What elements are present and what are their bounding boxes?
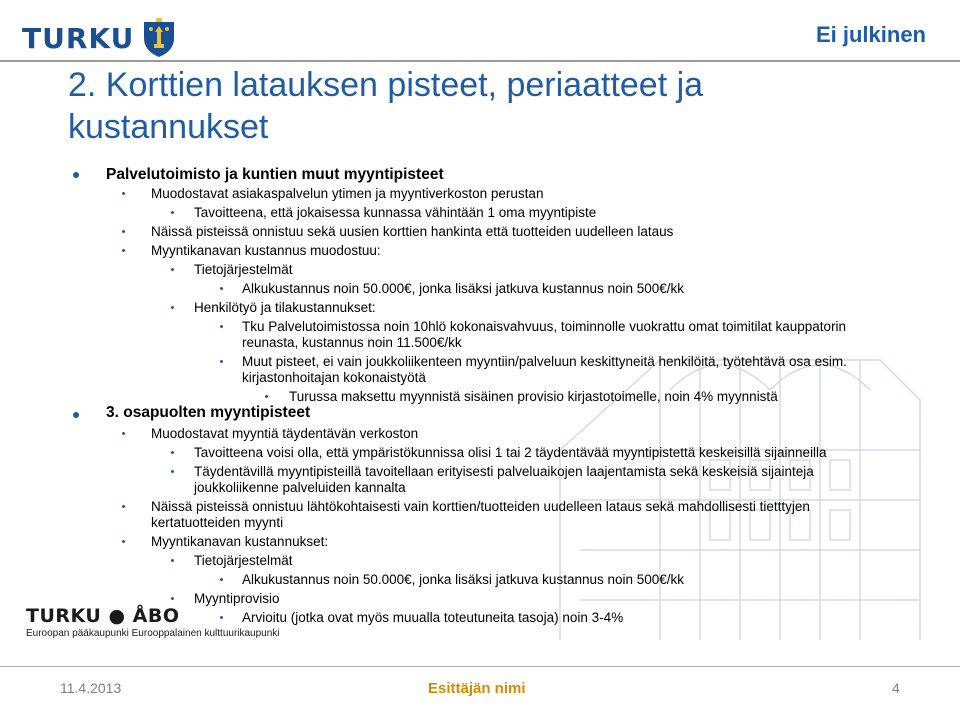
- list-item: Myyntikanavan kustannus muodostuu:: [151, 243, 381, 258]
- list-item: Muodostavat asiakaspalvelun ytimen ja myyntiverkoston perustan: [151, 186, 544, 201]
- list-item: Arvioitu (jotka ovat myös muualla toteutuneita tasoja) noin 3-4%: [242, 610, 624, 625]
- bullet-icon: [171, 559, 174, 562]
- list-item: Henkilötyö ja tilakustannukset:: [194, 300, 376, 315]
- bullet-icon: [220, 578, 223, 581]
- turku-abo-logo: [26, 605, 280, 639]
- bullet-icon: [122, 540, 125, 543]
- list-item: Turussa maksettu myynnistä sisäinen provisio kirjastotoimelle, noin 4% myynnistä: [289, 389, 778, 404]
- turku-logo-text: TURKU: [22, 21, 135, 55]
- footer-divider: [0, 666, 960, 667]
- bullet-icon: [73, 412, 79, 418]
- bullet-icon: [171, 268, 174, 271]
- slide-title: 2. Korttien latauksen pisteet, periaatteet ja kustannukset: [68, 66, 704, 146]
- bullet-icon: [122, 505, 125, 508]
- bullet-icon: [122, 192, 125, 195]
- page-number: 4: [892, 680, 900, 696]
- list-item: Näissä pisteissä onnistuu sekä uusien korttien hankinta että tuotteiden uudelleen lataus: [151, 224, 674, 239]
- list-item: Täydentävillä myyntipisteillä tavoitellaan erityisesti palveluaikojen laajentamista sekä keskeisiä sijainteja joukkoliikenne palveluiden kannalta: [194, 464, 814, 495]
- bullet-icon: [171, 597, 174, 600]
- footer-date: 11.4.2013: [60, 680, 122, 696]
- bullet-icon: [171, 470, 174, 473]
- heading-3rd-party: 3. osapuolten myyntipisteet: [106, 404, 311, 421]
- bullet-icon: [265, 395, 268, 398]
- list-item: Muodostavat myyntiä täydentävän verkoston: [151, 426, 419, 441]
- bullet-icon: [171, 211, 174, 214]
- bullet-icon: [122, 432, 125, 435]
- heading-palvelutoimisto: Palvelutoimisto ja kuntien muut myyntipisteet: [106, 166, 444, 183]
- list-item: Tietojärjestelmät: [194, 262, 293, 277]
- bullet-icon: [122, 249, 125, 252]
- bullet-icon: [220, 325, 223, 328]
- bullet-icon: [171, 451, 174, 454]
- list-item: Myyntikanavan kustannukset:: [151, 534, 329, 549]
- list-item: Myyntiprovisio: [194, 591, 280, 606]
- list-item: Tavoitteena voisi olla, että ympäristökunnissa olisi 1 tai 2 täydentävää myyntipistettä keskeisillä sijainneilla: [194, 445, 827, 460]
- list-item: Alkukustannus noin 50.000€, jonka lisäksi jatkuva kustannus noin 500€/kk: [242, 281, 685, 296]
- bullet-icon: [73, 172, 79, 178]
- list-item: Tavoitteena, että jokaisessa kunnassa vähintään 1 oma myyntipiste: [194, 205, 597, 220]
- bullet-icon: [171, 306, 174, 309]
- list-item: Muut pisteet, ei vain joukkoliikenteen myyntiin/palveluun keskittyneitä henkilöitä, työtehtävä osa esim. kirjastonhoitajan kokonaistyötä: [242, 354, 847, 385]
- bullet-icon: [220, 287, 223, 290]
- presenter-name: Esittäjän nimi: [428, 680, 526, 697]
- list-item: Alkukustannus noin 50.000€, jonka lisäksi jatkuva kustannus noin 500€/kk: [242, 572, 685, 587]
- list-item: Näissä pisteissä onnistuu lähtökohtaisesti vain korttien/tuotteiden uudelleen lataus sekä mahdollisesti tietttyjen kertatuotteiden myynti: [151, 499, 810, 530]
- classification-label: Ei julkinen: [815, 22, 926, 47]
- list-item: Tietojärjestelmät: [194, 553, 293, 568]
- footer-logo-subtitle: Euroopan pääkaupunki Eurooppalainen kulttuurikaupunki: [26, 628, 280, 639]
- list-item: Tku Palvelutoimistossa noin 10hlö kokonaisvahvuus, toiminnolle vuokrattu omat toimitilat kauppatorin reunasta, kustannus noin 11.500€/kk: [242, 319, 847, 350]
- footer-logo-text: TURKU ● ÅBO: [26, 605, 180, 627]
- bullet-icon: [122, 230, 125, 233]
- bullet-icon: [220, 360, 223, 363]
